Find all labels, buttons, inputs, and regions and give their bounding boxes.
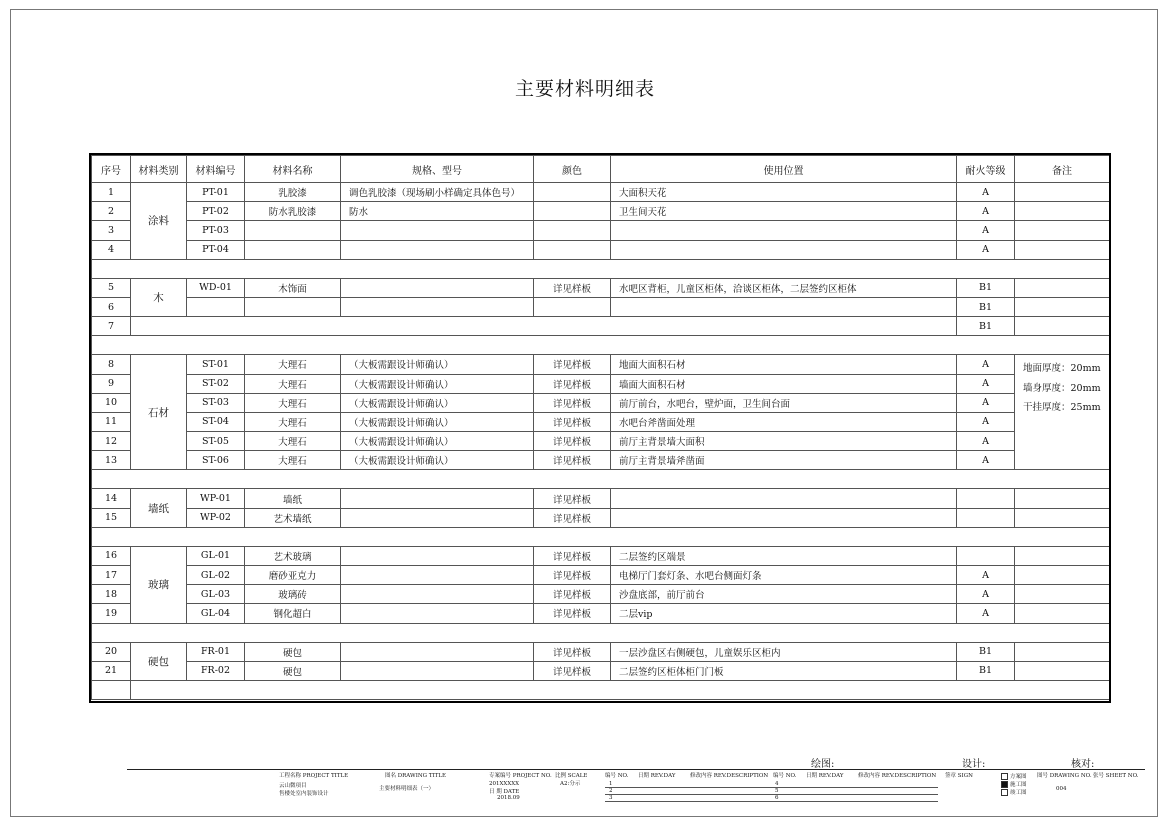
title-block — [127, 769, 1145, 802]
cell-fire-rating: B1 — [957, 317, 1015, 336]
cell-color: 详见样板 — [534, 661, 611, 680]
cell-fire-rating: A — [957, 355, 1015, 374]
cell-fire-rating: A — [957, 240, 1015, 259]
cell-fire-rating — [957, 508, 1015, 527]
cell-location: 二层签约区端景 — [611, 546, 957, 565]
cell-notes — [1015, 221, 1110, 240]
cell-no — [92, 680, 131, 699]
spacer-row — [92, 470, 1110, 489]
table-row — [92, 585, 1110, 604]
table-row — [92, 489, 1110, 508]
cell-no: 16 — [92, 546, 131, 565]
status-checkbox-1[interactable] — [1001, 781, 1027, 789]
status-label-1: 施工图 — [1010, 782, 1027, 788]
spacer-cell — [92, 470, 1110, 489]
cell-name: 大理石 — [245, 374, 341, 393]
cell-fire-rating: B1 — [957, 642, 1015, 661]
cell-spec: 防水 — [341, 202, 534, 221]
cell-spec — [341, 489, 534, 508]
cell-category: 石材 — [131, 355, 187, 470]
status-label-0: 方案图 — [1010, 774, 1027, 780]
cell-code: PT-02 — [187, 202, 245, 221]
cell-fire-rating: B1 — [957, 297, 1015, 316]
header-notes: 备注 — [1015, 156, 1110, 183]
cell-color: 详见样板 — [534, 508, 611, 527]
cell-fire-rating: A — [957, 432, 1015, 451]
table-row — [92, 183, 1110, 202]
cell-fire-rating — [957, 489, 1015, 508]
scale: A2:分示 — [560, 781, 581, 787]
table-row — [92, 508, 1110, 527]
cell-no: 11 — [92, 412, 131, 431]
cell-spec — [341, 297, 534, 316]
cell-category: 玻璃 — [131, 546, 187, 623]
table-row — [92, 661, 1110, 680]
cell-color: 详见样板 — [534, 432, 611, 451]
cell-location: 水吧区背柜，儿童区柜体，洽谈区柜体，二层签约区柜体 — [611, 278, 957, 297]
cell-no: 21 — [92, 661, 131, 680]
cell-location: 二层vip — [611, 604, 957, 623]
cell-name: 磨砂亚克力 — [245, 566, 341, 585]
table-row — [92, 317, 1110, 336]
cell-location — [611, 297, 957, 316]
cell-fire-rating: A — [957, 604, 1015, 623]
cell-location: 前厅前台，水吧台，壁炉面，卫生间台面 — [611, 393, 957, 412]
cell-color: 详见样板 — [534, 489, 611, 508]
cell-spec — [341, 642, 534, 661]
drawing-no: 004 — [1056, 786, 1067, 792]
cell-location — [611, 508, 957, 527]
table-row — [92, 642, 1110, 661]
cell-code: WD-01 — [187, 278, 245, 297]
table-row — [92, 240, 1110, 259]
table-row-blank — [92, 680, 1110, 699]
cell-fire-rating: A — [957, 374, 1015, 393]
header-name: 材料名称 — [245, 156, 341, 183]
cell-location: 前厅主背景墙斧凿面 — [611, 451, 957, 470]
project-title-label: 工程名称 PROJECT TITLE — [279, 773, 349, 779]
cell-color: 详见样板 — [534, 546, 611, 565]
spacer-row — [92, 259, 1110, 278]
cell-name — [245, 221, 341, 240]
rev-desc-label-2: 修改内容 REV.DESCRIPTION — [858, 773, 937, 779]
rev-num-4: 4 — [775, 781, 779, 787]
cell-fire-rating: B1 — [957, 278, 1015, 297]
cell-location: 二层签约区柜体柜门门板 — [611, 661, 957, 680]
cell-spec — [341, 221, 534, 240]
cell-category: 硬包 — [131, 642, 187, 680]
cell-spec — [341, 278, 534, 297]
cell-notes — [1015, 317, 1110, 336]
cell-name: 硬包 — [245, 661, 341, 680]
cell-code: FR-02 — [187, 661, 245, 680]
cell-location: 卫生间天花 — [611, 202, 957, 221]
project-title-line1: 云山微项目 — [279, 783, 307, 789]
cell-merged-blank — [131, 680, 1110, 699]
cell-color: 详见样板 — [534, 412, 611, 431]
table-row — [92, 432, 1110, 451]
table-row — [92, 566, 1110, 585]
cell-code: GL-02 — [187, 566, 245, 585]
cell-location: 前厅主背景墙大面积 — [611, 432, 957, 451]
cell-notes — [1015, 642, 1110, 661]
note-line: 干挂厚度：25mm — [1023, 401, 1101, 413]
cell-location: 大面积天花 — [611, 183, 957, 202]
cell-color: 详见样板 — [534, 566, 611, 585]
rev-line — [605, 801, 938, 802]
cell-category: 木 — [131, 278, 187, 316]
cell-name — [245, 297, 341, 316]
cell-notes — [1015, 297, 1110, 316]
checkbox-checked-icon — [1001, 781, 1008, 788]
cell-color: 详见样板 — [534, 451, 611, 470]
cell-name: 大理石 — [245, 451, 341, 470]
cell-merged-blank — [131, 317, 957, 336]
rev-date-label: 日期 REV.DAY — [638, 773, 676, 779]
cell-code: GL-01 — [187, 546, 245, 565]
cell-name: 艺术墙纸 — [245, 508, 341, 527]
status-label-2: 竣工图 — [1010, 790, 1027, 796]
cell-code: ST-01 — [187, 355, 245, 374]
cell-no: 4 — [92, 240, 131, 259]
cell-fire-rating: A — [957, 412, 1015, 431]
cell-code: ST-03 — [187, 393, 245, 412]
cell-no: 8 — [92, 355, 131, 374]
cell-color — [534, 240, 611, 259]
cell-fire-rating: A — [957, 451, 1015, 470]
table-row — [92, 202, 1110, 221]
cell-color: 详见样板 — [534, 355, 611, 374]
cell-notes — [1015, 278, 1110, 297]
cell-fire-rating: A — [957, 221, 1015, 240]
cell-color: 详见样板 — [534, 585, 611, 604]
spacer-row — [92, 527, 1110, 546]
cell-notes — [1015, 508, 1110, 527]
cell-name: 防水乳胶漆 — [245, 202, 341, 221]
spacer-row — [92, 623, 1110, 642]
spacer-cell — [92, 336, 1110, 355]
sign-check: 核对: — [1071, 759, 1095, 770]
cell-location: 水吧台斧凿面处理 — [611, 412, 957, 431]
cell-notes — [1015, 604, 1110, 623]
rev-line — [605, 794, 938, 795]
rev-num-2: 2 — [609, 788, 613, 794]
date: 2018.09 — [497, 795, 520, 801]
table-row — [92, 374, 1110, 393]
cell-notes — [1015, 585, 1110, 604]
cell-no: 19 — [92, 604, 131, 623]
date-label: 日 期 DATE — [489, 789, 520, 795]
cell-spec — [341, 508, 534, 527]
header-category: 材料类别 — [131, 156, 187, 183]
cell-no: 3 — [92, 221, 131, 240]
table-body — [92, 183, 1110, 700]
table-header-row — [92, 156, 1110, 183]
cell-location — [611, 489, 957, 508]
cell-spec: （大板需跟设计师确认） — [341, 432, 534, 451]
cell-no: 9 — [92, 374, 131, 393]
cell-fire-rating: A — [957, 183, 1015, 202]
rev-date-label-2: 日期 REV.DAY — [806, 773, 844, 779]
cell-fire-rating: A — [957, 585, 1015, 604]
project-title-line2: 售楼处室内装饰设计 — [279, 791, 329, 797]
spacer-row — [92, 336, 1110, 355]
cell-spec — [341, 566, 534, 585]
cell-no: 17 — [92, 566, 131, 585]
cell-name: 大理石 — [245, 412, 341, 431]
cell-name — [245, 240, 341, 259]
table-row — [92, 451, 1110, 470]
cell-name: 大理石 — [245, 393, 341, 412]
table-row — [92, 355, 1110, 374]
table-row — [92, 604, 1110, 623]
cell-fire-rating — [957, 546, 1015, 565]
cell-no: 5 — [92, 278, 131, 297]
cell-code: FR-01 — [187, 642, 245, 661]
cell-no: 15 — [92, 508, 131, 527]
rev-no-label: 编号 NO. — [605, 773, 629, 779]
material-table — [91, 155, 1110, 700]
table-row — [92, 393, 1110, 412]
cell-category: 墙纸 — [131, 489, 187, 527]
table-row — [92, 278, 1110, 297]
header-color: 颜色 — [534, 156, 611, 183]
cell-code — [187, 297, 245, 316]
table-row — [92, 546, 1110, 565]
cell-spec — [341, 604, 534, 623]
cell-name: 硬包 — [245, 642, 341, 661]
header-fire-rating: 耐火等级 — [957, 156, 1015, 183]
cell-fire-rating: B1 — [957, 661, 1015, 680]
cell-name: 玻璃砖 — [245, 585, 341, 604]
cell-location — [611, 221, 957, 240]
cell-location: 地面大面积石材 — [611, 355, 957, 374]
sheet-no-label: 张号 SHEET NO. — [1093, 773, 1139, 779]
rev-line — [605, 787, 938, 788]
cell-location: 电梯厅门套灯条、水吧台侧面灯条 — [611, 566, 957, 585]
cell-notes — [1015, 661, 1110, 680]
sign-design: 设计: — [962, 759, 986, 770]
cell-no: 7 — [92, 317, 131, 336]
rev-num-3: 3 — [609, 795, 613, 801]
drawing-title: 主要材料明细表（一） — [379, 786, 435, 792]
spacer-cell — [92, 527, 1110, 546]
rev-num-1: 1 — [609, 781, 613, 787]
cell-code: WP-02 — [187, 508, 245, 527]
cell-color: 详见样板 — [534, 374, 611, 393]
cell-location: 墙面大面积石材 — [611, 374, 957, 393]
cell-no: 2 — [92, 202, 131, 221]
cell-no: 18 — [92, 585, 131, 604]
rev-desc-label: 修改内容 REV.DESCRIPTION — [690, 773, 769, 779]
cell-code: PT-01 — [187, 183, 245, 202]
status-checkbox-0[interactable] — [1001, 773, 1027, 781]
cell-no: 20 — [92, 642, 131, 661]
cell-notes — [1015, 489, 1110, 508]
page-title: 主要材料明细表 — [514, 78, 655, 100]
note-line: 墙身厚度：20mm — [1023, 382, 1101, 394]
table-row — [92, 412, 1110, 431]
cell-spec: （大板需跟设计师确认） — [341, 355, 534, 374]
cell-name: 木饰面 — [245, 278, 341, 297]
cell-name: 钢化超白 — [245, 604, 341, 623]
scale-label: 比例 SCALE — [555, 773, 588, 779]
cell-spec — [341, 240, 534, 259]
cell-spec — [341, 585, 534, 604]
cell-color — [534, 202, 611, 221]
cell-color — [534, 297, 611, 316]
sign-draw: 绘图: — [811, 759, 835, 770]
cell-notes — [1015, 546, 1110, 565]
header-no: 序号 — [92, 156, 131, 183]
header-spec: 规格、型号 — [341, 156, 534, 183]
table-row — [92, 297, 1110, 316]
cell-spec: （大板需跟设计师确认） — [341, 374, 534, 393]
cell-spec: 调色乳胶漆（现场刷小样确定具体色号） — [341, 183, 534, 202]
cell-code: ST-02 — [187, 374, 245, 393]
checkbox-icon — [1001, 789, 1008, 796]
cell-color: 详见样板 — [534, 642, 611, 661]
material-table-frame — [89, 153, 1111, 703]
drawing-title-label: 图名 DRAWING TITLE — [385, 773, 447, 779]
spacer-cell — [92, 623, 1110, 642]
cell-fire-rating: A — [957, 566, 1015, 585]
cell-name: 艺术玻璃 — [245, 546, 341, 565]
rev-num-5: 5 — [775, 788, 779, 794]
cell-no: 14 — [92, 489, 131, 508]
cell-no: 13 — [92, 451, 131, 470]
cell-location: 一层沙盘区右侧硬包，儿童娱乐区柜内 — [611, 642, 957, 661]
sign-label: 签章 SIGN — [945, 773, 973, 779]
project-no: 201XXXXX — [489, 781, 520, 787]
cell-notes — [1015, 240, 1110, 259]
drawing-no-label: 图号 DRAWING NO. — [1037, 773, 1092, 779]
project-no-label: 专案编号 PROJECT NO. — [489, 773, 552, 779]
cell-fire-rating: A — [957, 393, 1015, 412]
cell-location: 沙盘底部，前厅前台 — [611, 585, 957, 604]
cell-no: 12 — [92, 432, 131, 451]
note-line: 地面厚度：20mm — [1023, 363, 1101, 375]
cell-code: ST-04 — [187, 412, 245, 431]
cell-code: PT-03 — [187, 221, 245, 240]
cell-spec: （大板需跟设计师确认） — [341, 412, 534, 431]
rev-num-6: 6 — [775, 795, 779, 801]
cell-no: 1 — [92, 183, 131, 202]
cell-code: GL-04 — [187, 604, 245, 623]
cell-color: 详见样板 — [534, 604, 611, 623]
cell-notes — [1015, 355, 1110, 470]
cell-color: 详见样板 — [534, 393, 611, 412]
cell-name: 大理石 — [245, 432, 341, 451]
cell-name: 墙纸 — [245, 489, 341, 508]
cell-color: 详见样板 — [534, 278, 611, 297]
cell-spec: （大板需跟设计师确认） — [341, 451, 534, 470]
header-code: 材料编号 — [187, 156, 245, 183]
cell-notes — [1015, 183, 1110, 202]
cell-no: 10 — [92, 393, 131, 412]
cell-code: PT-04 — [187, 240, 245, 259]
header-location: 使用位置 — [611, 156, 957, 183]
checkbox-icon — [1001, 773, 1008, 780]
cell-spec — [341, 661, 534, 680]
cell-spec — [341, 546, 534, 565]
cell-location — [611, 240, 957, 259]
cell-notes — [1015, 202, 1110, 221]
cell-category: 涂料 — [131, 183, 187, 260]
cell-code: WP-01 — [187, 489, 245, 508]
cell-name: 大理石 — [245, 355, 341, 374]
rev-no-label-2: 编号 NO. — [773, 773, 797, 779]
cell-notes — [1015, 566, 1110, 585]
cell-code: ST-05 — [187, 432, 245, 451]
cell-code: ST-06 — [187, 451, 245, 470]
cell-color — [534, 183, 611, 202]
status-checkbox-2[interactable] — [1001, 789, 1027, 797]
cell-code: GL-03 — [187, 585, 245, 604]
cell-color — [534, 221, 611, 240]
cell-spec: （大板需跟设计师确认） — [341, 393, 534, 412]
cell-name: 乳胶漆 — [245, 183, 341, 202]
cell-no: 6 — [92, 297, 131, 316]
table-row — [92, 221, 1110, 240]
cell-fire-rating: A — [957, 202, 1015, 221]
spacer-cell — [92, 259, 1110, 278]
